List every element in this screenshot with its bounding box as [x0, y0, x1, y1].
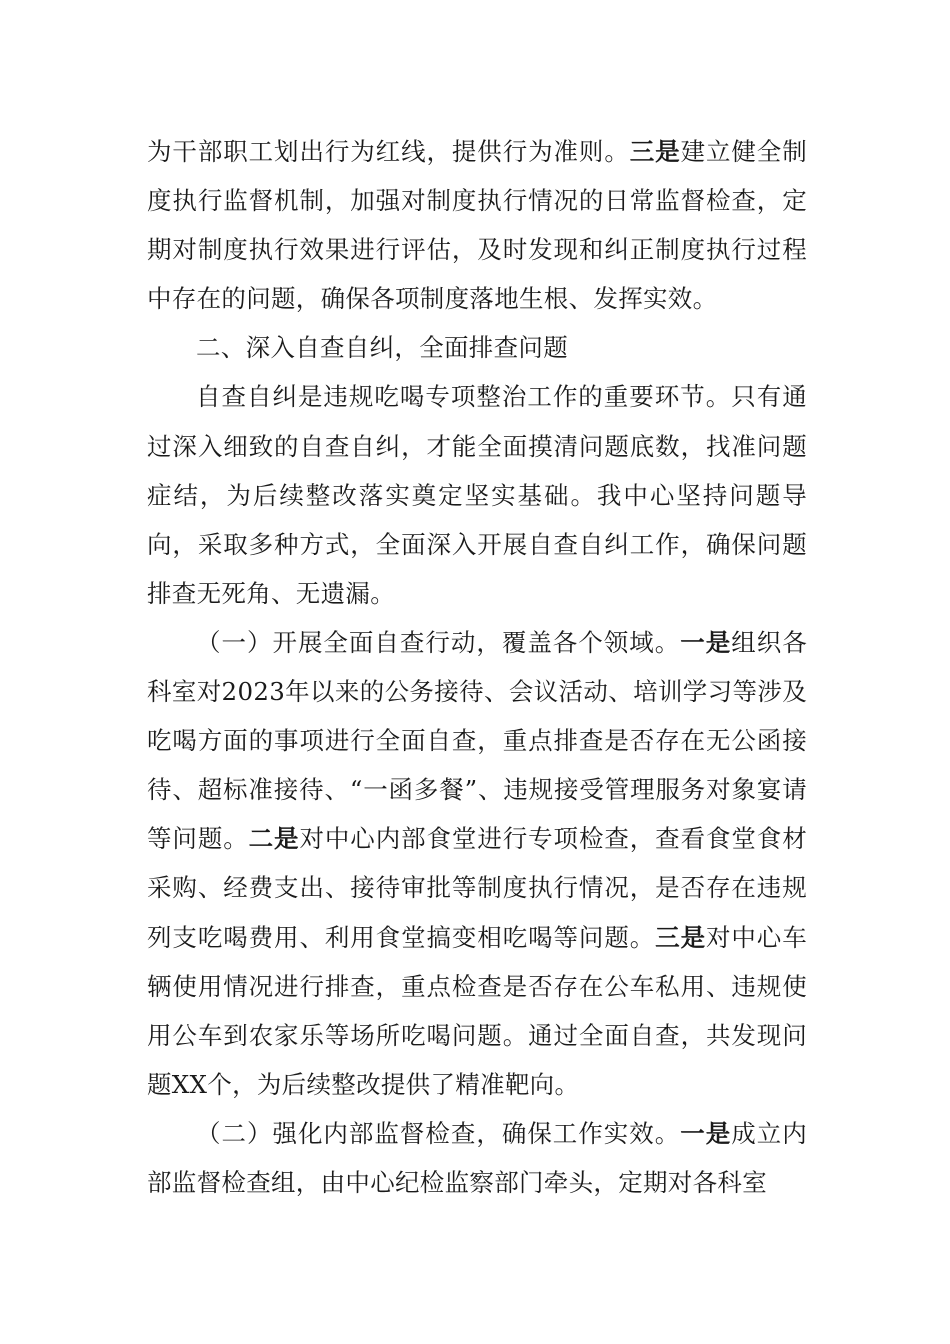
- text-run: 建立健全制度执行监督机制，加强对制度执行情况的日常监督检查，定期对制度执行效果进行评估，及时发现和纠正制度执行过程中存在的问题，确保各项制度落地生根、发挥实效。: [147, 137, 808, 314]
- bold-run: 三是: [655, 922, 706, 952]
- paragraph-self-inspection-intro: [147, 372, 807, 617]
- bold-run: 一是: [680, 1118, 732, 1148]
- text-run: 对中心内部食堂进行专项检查，查看食堂食材采购、经费支出、接待审批等制度执行情况，是否存在违规列支吃喝费用、利用食堂搞变相吃喝等问题。: [147, 824, 808, 952]
- text-run: 二、深入自查自纠，全面排查问题: [196, 333, 568, 363]
- bold-run: 一是: [680, 627, 732, 657]
- paragraph-institution-supervision: [147, 127, 807, 323]
- bold-run: 二是: [248, 824, 300, 854]
- section-heading-self-inspection: [147, 323, 807, 372]
- text-run: 为干部职工划出行为红线，提供行为准则。: [147, 137, 630, 166]
- bold-run: 三是: [629, 137, 681, 166]
- text-run: 自查自纠是违规吃喝专项整治工作的重要环节。只有通过深入细致的自查自纠，才能全面摸清问题底数，找准问题症结，为后续整改落实奠定坚实基础。我中心坚持问题导向，采取多种方式，全面深入开展自查自纠工作，确保问题排查无死角、无遗漏。: [147, 382, 807, 608]
- text-run: （二）强化内部监督检查，确保工作实效。: [196, 1118, 681, 1148]
- document-body: [147, 127, 807, 1207]
- text-run: 对中心车辆使用情况进行排查，重点检查是否存在公车私用、违规使用公车到农家乐等场所吃喝问题。通过全面自查，共发现问题XX个，为后续整改提供了精准靶向。: [147, 922, 808, 1099]
- paragraph-comprehensive-check: [147, 618, 807, 1109]
- paragraph-internal-supervision: [147, 1109, 807, 1207]
- text-run: 成立内部监督检查组，由中心纪检监察部门牵头，定期对各科室: [147, 1118, 807, 1197]
- text-run: 组织各科室对2023年以来的公务接待、会议活动、培训学习等涉及吃喝方面的事项进行全面自查，重点排查是否存在无公函接待、超标准接待、“一函多餐”、违规接受管理服务对象宴请等问题。: [147, 627, 807, 854]
- text-run: （一）开展全面自查行动，覆盖各个领域。: [196, 627, 681, 657]
